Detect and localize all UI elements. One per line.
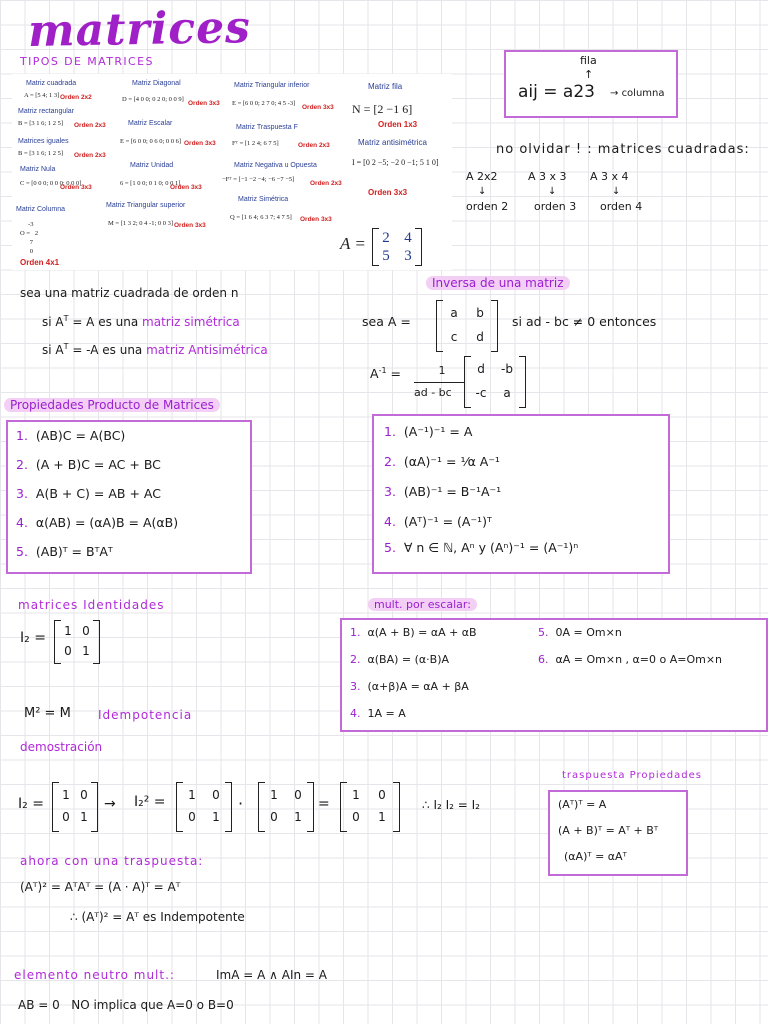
traspuesta-heading: traspuesta Propiedades xyxy=(562,770,702,781)
prop-producto-item-1: 1. (AB)C = A(BC) xyxy=(16,428,126,443)
example-a-label: A = xyxy=(340,234,366,253)
simetrica-rule: si $A^T = A$ es una matriz simétrica xyxy=(42,314,240,329)
prop-producto-heading: Propiedades Producto de Matrices xyxy=(4,398,220,412)
order-dim-2: A 3 x 3 xyxy=(528,170,567,183)
inversa-ainv: $A^{-1}$ = xyxy=(370,366,401,382)
order-label-2: orden 3 xyxy=(534,200,577,213)
escalar-order: Orden 3x3 xyxy=(184,140,216,147)
traspuesta-item-3: (αA)ᵀ = αAᵀ xyxy=(564,850,627,863)
example-a-matrix: 2 4 5 3 xyxy=(372,228,422,266)
fila-label: Matriz fila xyxy=(368,82,403,91)
down-arrow-icon: ↓ xyxy=(478,186,487,197)
cuadrada-label: Matriz cuadrada xyxy=(26,80,77,87)
diagonal-matrix: D = [4 0 0; 0 2 0; 0 0 9] xyxy=(122,96,184,103)
idempotencia-label: Idempotencia xyxy=(98,708,193,722)
cuadrada-order: Orden 2x2 xyxy=(60,94,92,101)
prop-inversa-item-4: 4. (Aᵀ)⁻¹ = (A⁻¹)ᵀ xyxy=(384,514,492,529)
unidad-label: Matriz Unidad xyxy=(130,162,174,169)
negativa-order: Orden 2x3 xyxy=(310,180,342,187)
frac-line xyxy=(414,382,464,383)
negativa-label: Matriz Negativa u Opuesta xyxy=(234,162,317,169)
tri-inf-label: Matriz Triangular inferior xyxy=(234,82,310,89)
order-label-1: orden 2 xyxy=(466,200,509,213)
diagonal-order: Orden 3x3 xyxy=(188,100,220,107)
identity-matrix: 1 0 0 1 xyxy=(54,620,100,664)
sea-cuadrada: sea una matriz cuadrada de orden n xyxy=(20,286,239,300)
tri-sup-order: Orden 3x3 xyxy=(174,222,206,229)
aij-box xyxy=(504,50,678,118)
traspuesta-label: Matriz Traspuesta F xyxy=(236,124,298,131)
negativa-matrix: −Fᵀ = [−1 −2 −4; −6 −7 −5] xyxy=(222,176,295,183)
demo-eq: = xyxy=(318,796,330,812)
rectangular-matrix: B = [3 1 6; 1 2 5] xyxy=(18,120,64,127)
nula-label: Matriz Nula xyxy=(20,166,56,173)
tri-inf-order: Orden 3x3 xyxy=(302,104,334,111)
prop-producto-item-2: 2. (A + B)C = AC + BC xyxy=(16,457,161,472)
demo-matrix-4: 1 0 0 1 xyxy=(340,782,400,832)
prop-producto-item-4: 4. α(AB) = (αA)B = A(αB) xyxy=(16,515,179,530)
down-arrow-icon: ↓ xyxy=(548,186,557,197)
nula-matrix: C = [0 0 0; 0 0 0; 0 0 0] xyxy=(20,180,82,187)
traspuesta-item-1: (Aᵀ)ᵀ = A xyxy=(558,798,607,811)
up-arrow-icon: ↑ xyxy=(584,68,594,81)
columna-order: Orden 4x1 xyxy=(20,258,60,267)
down-arrow-icon: ↓ xyxy=(612,186,621,197)
mult-escalar-heading: mult. por escalar: xyxy=(368,598,477,611)
rectangular-order: Orden 2x3 xyxy=(74,122,106,129)
tri-inf-matrix: E = [6 0 0; 2 7 0; 4 5 -3] xyxy=(232,100,296,107)
inversa-sea: sea A = xyxy=(362,314,411,329)
escalar-label: Matriz Escalar xyxy=(128,120,173,127)
traspuesta-item-2: (A + B)ᵀ = Aᵀ + Bᵀ xyxy=(558,824,659,837)
aij-expression: aij = a23 xyxy=(518,82,595,102)
elemento-label: elemento neutro mult.: xyxy=(14,968,175,982)
fila-matrix: N = [2 −1 6] xyxy=(352,102,413,116)
mult-escalar-box: 1. α(A + B) = αA + αB 2. α(BA) = (α·B)A 3. (α+β)A = αA + βA 4. 1A = A 5. 0A = Om×n 6. αA = Om×n , α=0 o A=Om×n xyxy=(340,618,768,732)
identidades-heading: matrices Identidades xyxy=(18,598,165,612)
demo-i2sq: I₂² = xyxy=(134,794,166,810)
traspuesta-order: Orden 2x3 xyxy=(298,142,330,149)
m-squared: M² = M xyxy=(24,706,71,721)
tipos-heading: TIPOS DE MATRICES xyxy=(20,55,154,68)
ab-zero: AB = 0 NO implica que A=0 o B=0 xyxy=(18,998,234,1012)
no-olvidar-note: no olvidar ! : matrices cuadradas: xyxy=(496,142,750,157)
ahora-line: ahora con una traspuesta: xyxy=(20,854,204,868)
arrow-right-icon: → xyxy=(104,796,116,812)
tri-sup-label: Matriz Triangular superior xyxy=(106,202,186,209)
demostracion-heading: demostración xyxy=(20,740,103,754)
simetrica-matrix: Q = [1 6 4; 6 3 7; 4 7 5] xyxy=(230,214,292,221)
prop-inversa-item-3: 3. (AB)⁻¹ = B⁻¹A⁻¹ xyxy=(384,484,502,499)
page-title: matrices xyxy=(27,2,252,57)
ahora-eq1: (Aᵀ)² = AᵀAᵀ = (A · A)ᵀ = Aᵀ xyxy=(20,880,181,894)
inversa-heading: Inversa de una matriz xyxy=(426,276,570,290)
escalar-matrix: E = [6 0 0; 0 6 0; 0 0 6] xyxy=(120,138,182,145)
fila-order: Orden 1x3 xyxy=(378,120,418,129)
unidad-matrix: 6 = [1 0 0; 0 1 0; 0 0 1] xyxy=(120,180,181,187)
rectangular-label: Matriz rectangular xyxy=(18,108,75,115)
order-dim-3: A 3 x 4 xyxy=(590,170,629,183)
nula-order: Orden 3x3 xyxy=(60,184,92,191)
inversa-condition: si ad - bc ≠ 0 entonces xyxy=(512,314,657,329)
antisim-label: Matriz antisimétrica xyxy=(358,138,427,147)
i2-label: I₂ = xyxy=(20,630,46,646)
columna-text: columna xyxy=(621,88,665,99)
traspuesta-box xyxy=(548,790,688,876)
matrix-types-reference xyxy=(12,74,452,270)
cuadrada-matrix: A = [5 4; 1 3] xyxy=(24,92,60,99)
prop-inversa-item-5: 5. ∀ n ∈ ℕ, Aⁿ y (Aⁿ)⁻¹ = (A⁻¹)ⁿ xyxy=(384,540,579,555)
demo-i2: I₂ = xyxy=(18,796,44,812)
frac-den: ad - bc xyxy=(414,386,452,399)
elemento-expr: ImA = A ∧ AIn = A xyxy=(216,968,327,982)
columna-matrix: -3 O = 2 7 0 xyxy=(20,221,39,255)
ahora-eq2: ∴ (Aᵀ)² = Aᵀ es Indempotente xyxy=(70,910,245,924)
tri-sup-matrix: M = [1 3 2; 0 4 -1; 0 0 3] xyxy=(108,220,174,227)
iguales-label: Matrices iguales xyxy=(18,138,69,145)
iguales-matrix: B = [3 1 6; 1 2 5] xyxy=(18,150,64,157)
traspuesta-matrix: Fᵀ = [1 2 4; 6 7 5] xyxy=(232,140,279,147)
demo-conclusion: ∴ I₂ I₂ = I₂ xyxy=(422,798,480,812)
prop-inversa-box xyxy=(372,414,670,574)
fila-note: fila xyxy=(580,54,597,67)
simetrica-label: Matriz Simétrica xyxy=(238,196,289,203)
antisim-order: Orden 3x3 xyxy=(368,188,408,197)
inversa-matrix: a b c d xyxy=(436,300,498,352)
order-dim-1: A 2x2 xyxy=(466,170,498,183)
demo-matrix-3: 1 0 0 1 xyxy=(258,782,314,832)
columna-note: → columna xyxy=(610,88,665,99)
prop-producto-item-3: 3. A(B + C) = AB + AC xyxy=(16,486,161,501)
antisim-matrix: I = [0 2 −5; −2 0 −1; 5 1 0] xyxy=(352,158,439,167)
columna-label: Matriz Columna xyxy=(16,206,66,213)
demo-dot: · xyxy=(238,794,244,813)
inversa-result-matrix: d -b -c a xyxy=(464,356,526,408)
unidad-order: Orden 3x3 xyxy=(170,184,202,191)
frac-num: 1 xyxy=(438,364,446,377)
order-label-3: orden 4 xyxy=(600,200,643,213)
antisimetrica-rule: si $A^T = -A$ es una matriz Antisimétrica xyxy=(42,342,268,357)
demo-matrix-1: 1 0 0 1 xyxy=(52,782,98,832)
simetrica-order: Orden 3x3 xyxy=(300,216,332,223)
iguales-order: Orden 2x3 xyxy=(74,152,106,159)
prop-producto-box xyxy=(6,420,252,574)
prop-inversa-item-1: 1. (A⁻¹)⁻¹ = A xyxy=(384,424,473,439)
prop-inversa-item-2: 2. (αA)⁻¹ = ¹⁄α A⁻¹ xyxy=(384,454,500,469)
demo-matrix-2: 1 0 0 1 xyxy=(176,782,232,832)
prop-producto-item-5: 5. (AB)ᵀ = BᵀAᵀ xyxy=(16,544,113,559)
diagonal-label: Matriz Diagonal xyxy=(132,80,181,87)
